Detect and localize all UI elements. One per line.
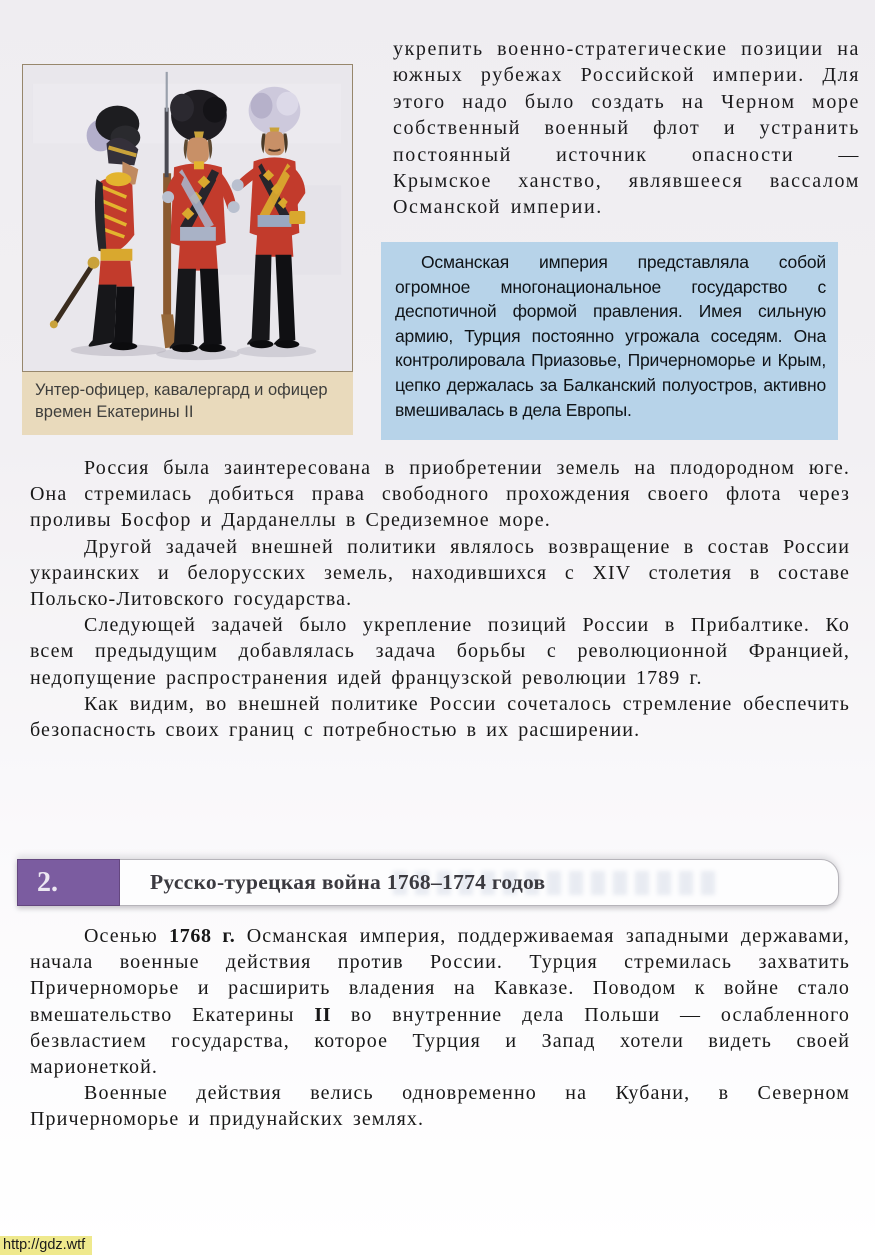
text-segment: во внутренние дела Польши — ослабленного безвластием государства, которое Турция и Запад хотели видеть своей марионеткой. bbox=[30, 1003, 850, 1079]
soldiers-drawing-icon bbox=[23, 65, 352, 371]
body-text-block-2 bbox=[30, 923, 850, 1133]
body-text-block-1 bbox=[30, 455, 850, 743]
paragraph: Другой задачей внешней политики являлось возвращение в состав России украинских и белорусских земель, находившихся с XIV столетия в составе Польско-Литовского государства. bbox=[30, 535, 850, 611]
info-box bbox=[381, 242, 838, 440]
bold-year: 1768 г. bbox=[169, 925, 236, 947]
watermark-url: http://gdz.wtf bbox=[0, 1236, 92, 1255]
intro-paragraph: укрепить военно-стратегические позиции на южных рубежах Российской империи. Для этого надо было создать на Черном море собственный военный флот и устранить постоянный источник опасности — Крымское ханство, являвшееся вассалом Османской империи. bbox=[393, 38, 860, 219]
paragraph: Россия была заинтересована в приобретении земель на плодородном юге. Она стремилась добиться права свободного прохождения своего флота через проливы Босфор и Дарданеллы в Средиземное море. bbox=[30, 457, 850, 532]
figure-caption: Унтер-офицер, кавалергард и офицер времен Екатерины II bbox=[22, 372, 353, 435]
bold-numeral: II bbox=[314, 1003, 332, 1026]
figure-block bbox=[22, 64, 353, 435]
info-box-text: Османская империя представляла собой огромное многонациональное государство с деспотичной формой правления. Имея сильную армию, Турция постоянно угрожала соседям. Она контролировала Приазовье, Причерноморье и Крым, цепко держалась за Балканский полуостров, активно вмешивалась в дела Европы. bbox=[395, 252, 826, 420]
text-segment: Османская империя, поддерживаемая западными державами, начала военные действия против России. Турция стремилась захватить Причерноморье и расширить владения на Кавказе. Поводом к войне стало вмешательство Екатерины bbox=[30, 925, 851, 1026]
paragraph bbox=[30, 923, 850, 1080]
section-title: Русско-турецкая война 1768–1774 годов bbox=[150, 870, 546, 894]
section-number: 2. bbox=[17, 859, 120, 906]
soldiers-illustration bbox=[22, 64, 353, 372]
text-segment: Осенью bbox=[84, 925, 170, 947]
paragraph: Военные действия велись одновременно на Кубани, в Северном Причерноморье и придунайских землях. bbox=[30, 1082, 850, 1131]
paragraph: Как видим, во внешней политике России сочеталось стремление обеспечить безопасность своих границ с потребностью в их расширении. bbox=[30, 692, 850, 742]
paragraph: Следующей задачей было укрепление позиций России в Прибалтике. Ко всем предыдущим добавлялась задача борьбы с революционной Францией, недопущение распространения идей французской революции 1789 г. bbox=[30, 614, 850, 689]
